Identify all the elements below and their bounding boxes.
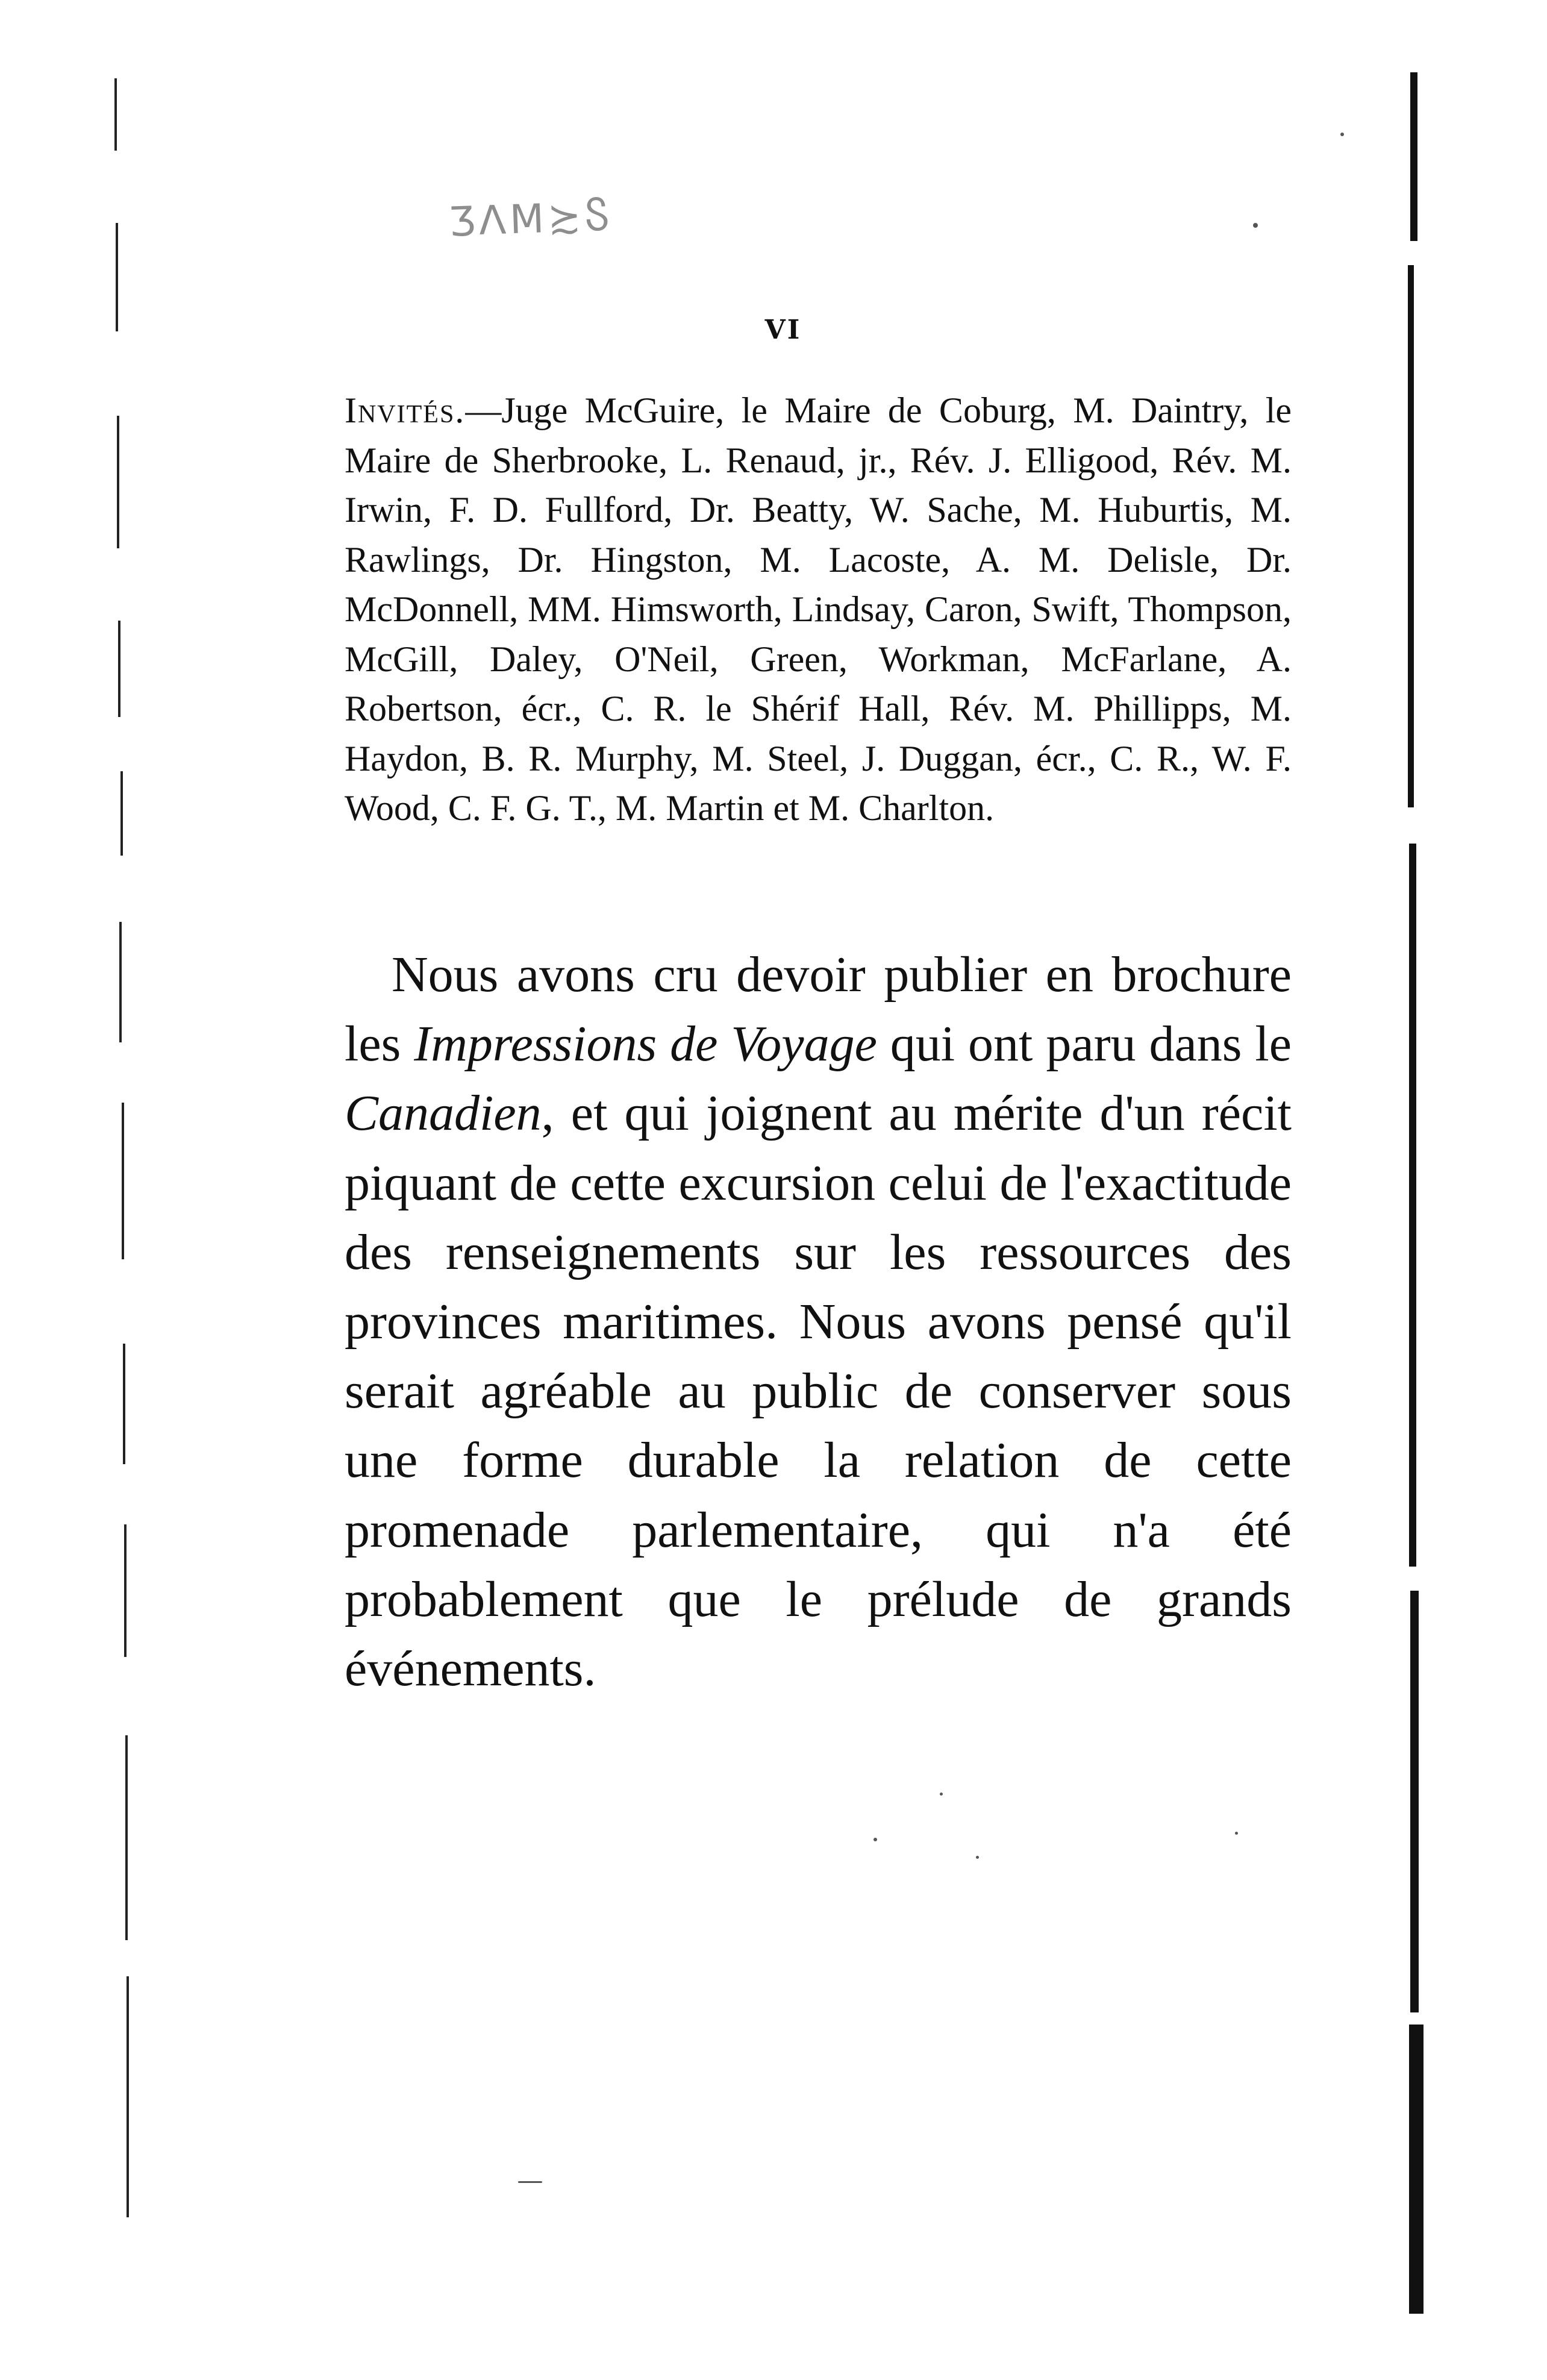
scan-speck (518, 2181, 542, 2183)
preface-text-2: qui ont paru dans le (877, 1016, 1292, 1073)
preface-paragraph (345, 940, 1292, 1703)
title-impressions-de-voyage: Impressions de Voyage (414, 1016, 877, 1073)
scan-speck (1340, 133, 1344, 136)
scan-speck (1235, 1832, 1238, 1835)
scan-speck (874, 1838, 877, 1841)
invites-lead: Invités. (345, 390, 466, 430)
left-binding-edge (102, 78, 169, 2223)
page-number: VI (764, 315, 802, 345)
scan-speck (976, 1856, 979, 1859)
library-stamp: ƷΛΜ≿Ⴝ (448, 193, 614, 245)
invites-list (345, 386, 1292, 833)
invites-text: —Juge McGuire, le Maire de Coburg, M. Daintry, le Maire de Sherbrooke, L. Renaud, jr., Rév. J. Elligood, Rév. M. Irwin, F. D. Fullford, Dr. Beatty, W. Sache, M. Huburtis, M. Rawlings, Dr. Hingston, M. Lacoste, A. M. Delisle, Dr. McDonnell, MM. Himsworth, Lindsay, Caron, Swift, Thompson, McGill, Daley, O'Neil, Green, Workman, McFarlane, A. Robertson, écr., C. R. le Shérif Hall, Rév. M. Phillipps, M. Haydon, B. R. Murphy, M. Steel, J. Duggan, écr., C. R., W. F. Wood, C. F. G. T., M. Martin et M. Charlton. (345, 390, 1292, 828)
preface-text-3: , et qui joignent au mérite d'un récit piquant de cette excursion celui de l'exactitude des renseignements sur les ressources des provinces maritimes. Nous avons pensé qu'il serait agréable au public de conserver sous une forme durable la relation de cette promenade parlementaire, qui n'a été probablement que le prélude de grands événements. (345, 1085, 1292, 1697)
preface-text-1: Nous avons cru devoir publier en brochure les (345, 947, 1292, 1073)
scan-speck (940, 1793, 943, 1796)
scan-speck (1253, 223, 1258, 228)
title-canadien: Canadien (345, 1085, 542, 1142)
right-binding-edge (1401, 72, 1425, 2314)
